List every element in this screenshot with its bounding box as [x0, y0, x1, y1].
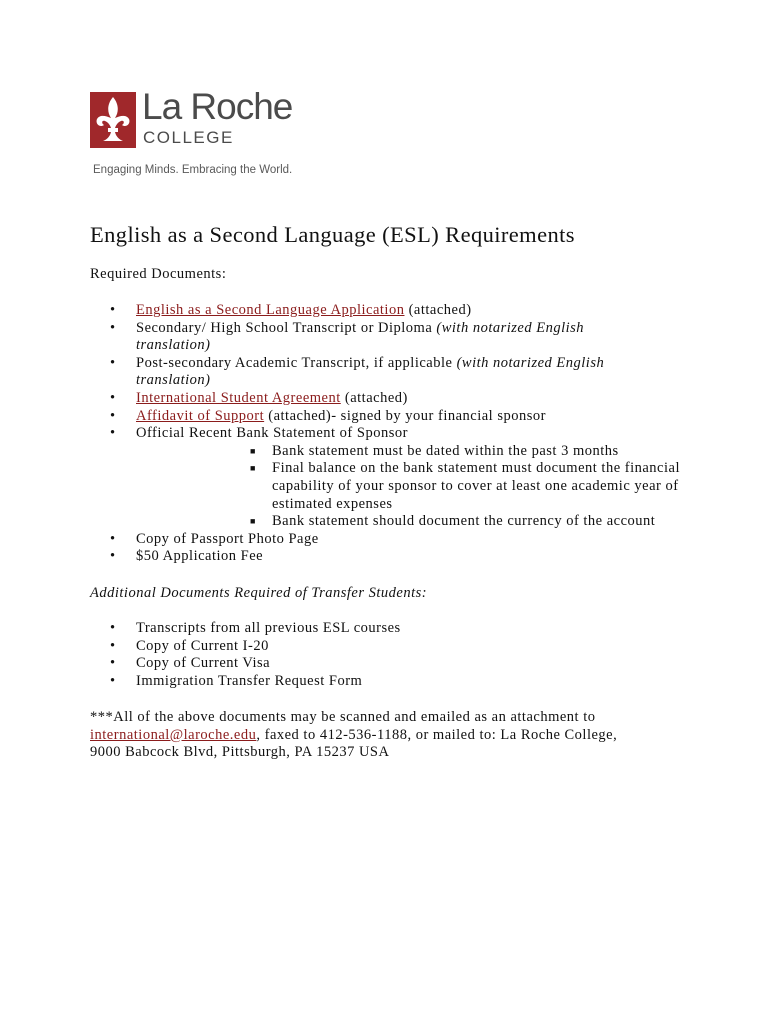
- bullet-icon: •: [110, 407, 116, 424]
- list-item-note: (with notarized English: [436, 319, 585, 336]
- list-item-text: (attached): [340, 389, 408, 406]
- submission-note: [90, 709, 617, 762]
- logo-subtitle: COLLEGE: [143, 128, 234, 147]
- list-item: [90, 638, 401, 656]
- list-item: [90, 531, 680, 549]
- page-title: English as a Second Language (ESL) Requirements: [90, 222, 575, 247]
- affidavit-link[interactable]: Affidavit of Support: [136, 407, 265, 424]
- bullet-icon: •: [110, 354, 116, 371]
- list-item: [90, 425, 680, 531]
- square-bullet-icon: ■: [250, 445, 256, 456]
- fleur-de-lis-icon: [90, 92, 136, 148]
- bullet-icon: •: [110, 302, 116, 318]
- bullet-icon: •: [110, 530, 116, 547]
- square-bullet-icon: ■: [250, 463, 256, 474]
- sub-list-item: [136, 443, 680, 461]
- esl-application-link[interactable]: English as a Second Language Application: [136, 302, 405, 318]
- list-item: [90, 355, 680, 390]
- list-item: [90, 655, 401, 673]
- email-link[interactable]: international@laroche.edu: [90, 726, 257, 743]
- list-item-text: Copy of Passport Photo Page: [136, 530, 319, 547]
- submission-note-text: , faxed to 412-536-1188, or mailed to: La Roche College,: [256, 726, 618, 743]
- logo-wordmark: La Roche: [142, 86, 293, 127]
- bullet-icon: •: [110, 620, 116, 636]
- list-item-text: Post-secondary Academic Transcript, if applicable: [136, 354, 457, 371]
- sub-list-item: [136, 513, 680, 531]
- bullet-icon: •: [110, 389, 116, 406]
- transfer-documents-list: [90, 620, 401, 690]
- bullet-icon: •: [110, 319, 116, 336]
- sub-list-item-text: Bank statement should document the currency of the account: [272, 513, 656, 530]
- list-item: [90, 320, 680, 355]
- list-item-text: Secondary/ High School Transcript or Diploma: [136, 319, 437, 336]
- sub-list-item-text: capability of your sponsor to cover at least one academic year of: [272, 477, 679, 494]
- submission-note-text: ***All of the above documents may be scanned and emailed as an attachment to: [90, 709, 596, 725]
- square-bullet-icon: ■: [250, 516, 256, 527]
- transfer-documents-label: Additional Documents Required of Transfer Students:: [90, 585, 428, 601]
- mailing-address: 9000 Babcock Blvd, Pittsburgh, PA 15237 USA: [90, 744, 390, 761]
- sub-list-item: [136, 460, 680, 513]
- list-item-text: Transcripts from all previous ESL courses: [136, 620, 401, 636]
- list-item-text: Copy of Current Visa: [136, 655, 271, 672]
- bullet-icon: •: [110, 672, 116, 689]
- sub-list-item-text: Bank statement must be dated within the past 3 months: [272, 442, 619, 459]
- required-documents-label: Required Documents:: [90, 266, 227, 282]
- bank-statement-sublist: [136, 443, 680, 531]
- bullet-icon: •: [110, 655, 116, 672]
- sub-list-item-text: Final balance on the bank statement must document the financial: [272, 460, 680, 477]
- list-item-note: translation): [136, 337, 211, 354]
- list-item-note: translation): [136, 372, 211, 389]
- required-documents-list: [90, 302, 680, 566]
- list-item: [90, 548, 680, 566]
- bullet-icon: •: [110, 548, 116, 565]
- bullet-icon: •: [110, 637, 116, 654]
- list-item-text: $50 Application Fee: [136, 548, 264, 565]
- list-item-text: Copy of Current I-20: [136, 637, 269, 654]
- sub-list-item-text: estimated expenses: [272, 495, 393, 512]
- list-item: [90, 302, 680, 320]
- bullet-icon: •: [110, 425, 116, 442]
- list-item-text: (attached)- signed by your financial sponsor: [264, 407, 546, 424]
- list-item: [90, 390, 680, 408]
- list-item-text: Official Recent Bank Statement of Sponsor: [136, 425, 408, 442]
- list-item-text: (attached): [404, 302, 472, 318]
- logo-tagline: Engaging Minds. Embracing the World.: [93, 164, 293, 176]
- list-item: [90, 408, 680, 426]
- student-agreement-link[interactable]: International Student Agreement: [136, 389, 341, 406]
- list-item: [90, 620, 401, 638]
- list-item-text: Immigration Transfer Request Form: [136, 672, 363, 689]
- list-item-note: (with notarized English: [456, 354, 605, 371]
- list-item: [90, 673, 401, 691]
